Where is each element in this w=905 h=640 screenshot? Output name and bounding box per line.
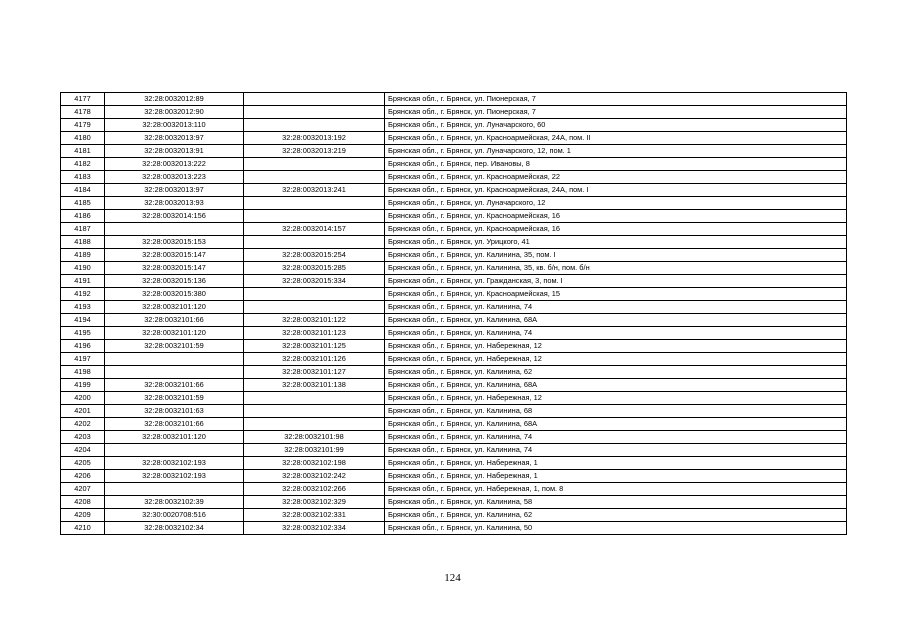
cadastral-number-cell: 32:28:0032013:93 [105,197,244,210]
row-number-cell: 4201 [61,405,105,418]
row-number-cell: 4181 [61,145,105,158]
object-cadastral-number-cell [244,197,385,210]
table-row [61,496,847,509]
object-cadastral-number-cell: 32:28:0032101:127 [244,366,385,379]
object-cadastral-number-cell: 32:28:0032015:334 [244,275,385,288]
table-row [61,366,847,379]
cadastral-number-cell: 32:28:0032015:147 [105,262,244,275]
table-row [61,379,847,392]
cadastral-number-cell: 32:28:0032013:222 [105,158,244,171]
table-row [61,236,847,249]
row-number-cell: 4205 [61,457,105,470]
address-cell: Брянская обл., г. Брянск, ул. Калинина, 35, кв. б/н, пом. б/н [385,262,847,275]
object-cadastral-number-cell: 32:28:0032101:98 [244,431,385,444]
table-row [61,327,847,340]
object-cadastral-number-cell [244,210,385,223]
row-number-cell: 4182 [61,158,105,171]
row-number-cell: 4194 [61,314,105,327]
table-row [61,262,847,275]
address-cell: Брянская обл., г. Брянск, ул. Калинина, 74 [385,301,847,314]
object-cadastral-number-cell: 32:28:0032101:138 [244,379,385,392]
object-cadastral-number-cell: 32:28:0032013:192 [244,132,385,145]
address-cell: Брянская обл., г. Брянск, ул. Урицкого, 41 [385,236,847,249]
table-row [61,340,847,353]
object-cadastral-number-cell [244,158,385,171]
table-row [61,106,847,119]
address-cell: Брянская обл., г. Брянск, ул. Калинина, 74 [385,431,847,444]
object-cadastral-number-cell [244,171,385,184]
cadastral-number-cell [105,366,244,379]
object-cadastral-number-cell: 32:28:0032101:99 [244,444,385,457]
table-row [61,249,847,262]
cadastral-number-cell: 32:28:0032101:66 [105,379,244,392]
address-cell: Брянская обл., г. Брянск, ул. Набережная, 1 [385,457,847,470]
table-row [61,171,847,184]
row-number-cell: 4204 [61,444,105,457]
cadastral-number-cell: 32:28:0032102:34 [105,522,244,535]
object-cadastral-number-cell: 32:28:0032101:126 [244,353,385,366]
row-number-cell: 4207 [61,483,105,496]
address-cell: Брянская обл., г. Брянск, ул. Красноармейская, 16 [385,210,847,223]
address-cell: Брянская обл., г. Брянск, ул. Красноармейская, 22 [385,171,847,184]
object-cadastral-number-cell [244,236,385,249]
row-number-cell: 4192 [61,288,105,301]
page-number: 124 [444,572,461,584]
table-row [61,288,847,301]
address-cell: Брянская обл., г. Брянск, ул. Набережная, 1 [385,470,847,483]
cadastral-number-cell: 32:28:0032012:90 [105,106,244,119]
address-cell: Брянская обл., г. Брянск, ул. Калинина, 62 [385,366,847,379]
table-row [61,431,847,444]
cadastral-number-cell: 32:28:0032015:153 [105,236,244,249]
address-cell: Брянская обл., г. Брянск, ул. Набережная, 12 [385,340,847,353]
object-cadastral-number-cell: 32:28:0032102:266 [244,483,385,496]
registry-table-body [61,93,847,535]
table-row [61,158,847,171]
object-cadastral-number-cell [244,93,385,106]
table-row [61,145,847,158]
address-cell: Брянская обл., г. Брянск, ул. Красноармейская, 24А, пом. I [385,184,847,197]
row-number-cell: 4202 [61,418,105,431]
object-cadastral-number-cell [244,301,385,314]
cadastral-number-cell [105,444,244,457]
address-cell: Брянская обл., г. Брянск, ул. Луначарского, 12 [385,197,847,210]
table-row [61,223,847,236]
table-row [61,405,847,418]
row-number-cell: 4184 [61,184,105,197]
cadastral-number-cell: 32:28:0032101:66 [105,418,244,431]
table-row [61,418,847,431]
cadastral-number-cell: 32:28:0032015:147 [105,249,244,262]
row-number-cell: 4188 [61,236,105,249]
row-number-cell: 4206 [61,470,105,483]
row-number-cell: 4209 [61,509,105,522]
object-cadastral-number-cell [244,119,385,132]
cadastral-number-cell: 32:28:0032101:59 [105,392,244,405]
table-row [61,197,847,210]
object-cadastral-number-cell [244,405,385,418]
table-row [61,210,847,223]
object-cadastral-number-cell: 32:28:0032101:125 [244,340,385,353]
address-cell: Брянская обл., г. Брянск, ул. Пионерская, 7 [385,106,847,119]
row-number-cell: 4210 [61,522,105,535]
object-cadastral-number-cell: 32:28:0032014:157 [244,223,385,236]
address-cell: Брянская обл., г. Брянск, ул. Калинина, 68А [385,418,847,431]
row-number-cell: 4199 [61,379,105,392]
address-cell: Брянская обл., г. Брянск, ул. Красноармейская, 16 [385,223,847,236]
object-cadastral-number-cell [244,288,385,301]
cadastral-number-cell: 32:28:0032013:91 [105,145,244,158]
object-cadastral-number-cell: 32:28:0032015:254 [244,249,385,262]
cadastral-number-cell: 32:28:0032013:97 [105,132,244,145]
table-row [61,119,847,132]
address-cell: Брянская обл., г. Брянск, ул. Калинина, 58 [385,496,847,509]
table-row [61,444,847,457]
object-cadastral-number-cell: 32:28:0032102:331 [244,509,385,522]
object-cadastral-number-cell: 32:28:0032102:334 [244,522,385,535]
row-number-cell: 4186 [61,210,105,223]
cadastral-number-cell: 32:28:0032013:110 [105,119,244,132]
object-cadastral-number-cell [244,106,385,119]
cadastral-number-cell: 32:28:0032012:89 [105,93,244,106]
row-number-cell: 4179 [61,119,105,132]
address-cell: Брянская обл., г. Брянск, ул. Калинина, 35, пом. I [385,249,847,262]
row-number-cell: 4200 [61,392,105,405]
cadastral-number-cell: 32:28:0032013:97 [105,184,244,197]
table-row [61,275,847,288]
cadastral-number-cell: 32:28:0032101:120 [105,327,244,340]
address-cell: Брянская обл., г. Брянск, пер. Ивановы, 8 [385,158,847,171]
address-cell: Брянская обл., г. Брянск, ул. Калинина, 68А [385,314,847,327]
address-cell: Брянская обл., г. Брянск, ул. Набережная, 12 [385,392,847,405]
address-cell: Брянская обл., г. Брянск, ул. Калинина, 74 [385,444,847,457]
cadastral-number-cell [105,483,244,496]
table-row [61,93,847,106]
cadastral-number-cell: 32:28:0032101:66 [105,314,244,327]
cadastral-number-cell: 32:28:0032101:120 [105,431,244,444]
address-cell: Брянская обл., г. Брянск, ул. Набережная, 1, пом. 8 [385,483,847,496]
address-cell: Брянская обл., г. Брянск, ул. Калинина, 68 [385,405,847,418]
row-number-cell: 4195 [61,327,105,340]
cadastral-number-cell: 32:28:0032015:136 [105,275,244,288]
cadastral-number-cell: 32:28:0032014:156 [105,210,244,223]
object-cadastral-number-cell: 32:28:0032015:285 [244,262,385,275]
object-cadastral-number-cell: 32:28:0032013:219 [244,145,385,158]
address-cell: Брянская обл., г. Брянск, ул. Калинина, 50 [385,522,847,535]
row-number-cell: 4196 [61,340,105,353]
row-number-cell: 4197 [61,353,105,366]
object-cadastral-number-cell: 32:28:0032102:198 [244,457,385,470]
address-cell: Брянская обл., г. Брянск, ул. Калинина, 62 [385,509,847,522]
address-cell: Брянская обл., г. Брянск, ул. Калинина, 68А [385,379,847,392]
object-cadastral-number-cell: 32:28:0032101:123 [244,327,385,340]
table-row [61,132,847,145]
cadastral-number-cell: 32:28:0032102:193 [105,457,244,470]
cadastral-number-cell: 32:28:0032102:39 [105,496,244,509]
address-cell: Брянская обл., г. Брянск, ул. Калинина, 74 [385,327,847,340]
address-cell: Брянская обл., г. Брянск, ул. Набережная, 12 [385,353,847,366]
cadastral-number-cell: 32:30:0020708:516 [105,509,244,522]
table-row [61,457,847,470]
cadastral-number-cell [105,223,244,236]
registry-table [60,92,847,535]
address-cell: Брянская обл., г. Брянск, ул. Красноармейская, 24А, пом. II [385,132,847,145]
object-cadastral-number-cell: 32:28:0032101:122 [244,314,385,327]
object-cadastral-number-cell: 32:28:0032102:242 [244,470,385,483]
row-number-cell: 4208 [61,496,105,509]
row-number-cell: 4198 [61,366,105,379]
table-row [61,522,847,535]
table-row [61,470,847,483]
row-number-cell: 4190 [61,262,105,275]
table-row [61,483,847,496]
cadastral-number-cell: 32:28:0032102:193 [105,470,244,483]
table-row [61,509,847,522]
row-number-cell: 4180 [61,132,105,145]
cadastral-number-cell: 32:28:0032101:63 [105,405,244,418]
row-number-cell: 4183 [61,171,105,184]
address-cell: Брянская обл., г. Брянск, ул. Луначарского, 12, пом. 1 [385,145,847,158]
address-cell: Брянская обл., г. Брянск, ул. Красноармейская, 15 [385,288,847,301]
row-number-cell: 4177 [61,93,105,106]
object-cadastral-number-cell [244,418,385,431]
cadastral-number-cell: 32:28:0032101:59 [105,340,244,353]
object-cadastral-number-cell: 32:28:0032102:329 [244,496,385,509]
address-cell: Брянская обл., г. Брянск, ул. Луначарского, 60 [385,119,847,132]
address-cell: Брянская обл., г. Брянск, ул. Гражданская, 3, пом. I [385,275,847,288]
cadastral-number-cell: 32:28:0032015:380 [105,288,244,301]
row-number-cell: 4191 [61,275,105,288]
table-row [61,301,847,314]
object-cadastral-number-cell [244,392,385,405]
cadastral-number-cell [105,353,244,366]
object-cadastral-number-cell: 32:28:0032013:241 [244,184,385,197]
cadastral-number-cell: 32:28:0032101:120 [105,301,244,314]
row-number-cell: 4178 [61,106,105,119]
row-number-cell: 4193 [61,301,105,314]
table-row [61,353,847,366]
row-number-cell: 4185 [61,197,105,210]
table-row [61,314,847,327]
address-cell: Брянская обл., г. Брянск, ул. Пионерская, 7 [385,93,847,106]
row-number-cell: 4203 [61,431,105,444]
cadastral-number-cell: 32:28:0032013:223 [105,171,244,184]
row-number-cell: 4189 [61,249,105,262]
row-number-cell: 4187 [61,223,105,236]
table-row [61,392,847,405]
table-row [61,184,847,197]
